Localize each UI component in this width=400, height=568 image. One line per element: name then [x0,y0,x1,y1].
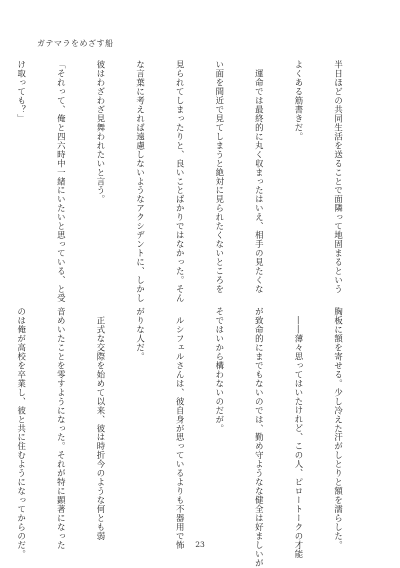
text-line: ――薄々思ってはいたけれど、この人、ピロートークの才能 [293,307,304,559]
text-line: い面を間近で見てしまうと絶対に見られたくないところを [214,60,225,294]
text-line: 見られてしまったりと、良いことばかりではなかった。そん [175,60,186,303]
running-header-title: ガテマラをめざす船 [37,39,114,48]
text-line: 半日ほどの共同生活を送ることで面隣って地固まるという [333,60,344,294]
text-line: がりな人だ。 [135,307,146,361]
text-line: 運命では最終的に丸く収まったはいえ、相手の見たくな [254,60,265,294]
text-line: よくある筋書きだ。 [293,60,304,141]
text-line: 「それって、俺と四六時中一緒にいたいと思っている、と受 [56,60,67,303]
text-line: 音めいたことを零すようになった。それが特に顕著になった [56,307,67,550]
text-line: のは俺が高校を卒業し、彼と共に住むようになってからのだ。 [16,307,27,559]
text-line: が致命的にまでもないのでは、勤め守ようなな健全は好ましいが [254,307,265,568]
text-line: 正式な交際を始めて以来、彼は時折今のような何とも弱 [95,307,106,541]
text-line: な言葉に考えれば遠慮しないようなアクシデントに、しかし [135,60,146,303]
text-line: け取っても？」 [16,60,27,123]
text-line: ルシフェルさんは、彼自身が思っているよりも不器用で怖 [175,307,186,550]
page-number: 23 [195,540,205,549]
text-line: 胸板に額を寄せる。少し冷えた汗がしとりと額を濡らした。 [333,307,344,550]
upper-text-block [0,60,371,303]
text-line: 彼はわざわざ見舞われたいと言う。 [95,60,106,204]
text-line: そではいから構わないのだが。 [214,307,225,433]
